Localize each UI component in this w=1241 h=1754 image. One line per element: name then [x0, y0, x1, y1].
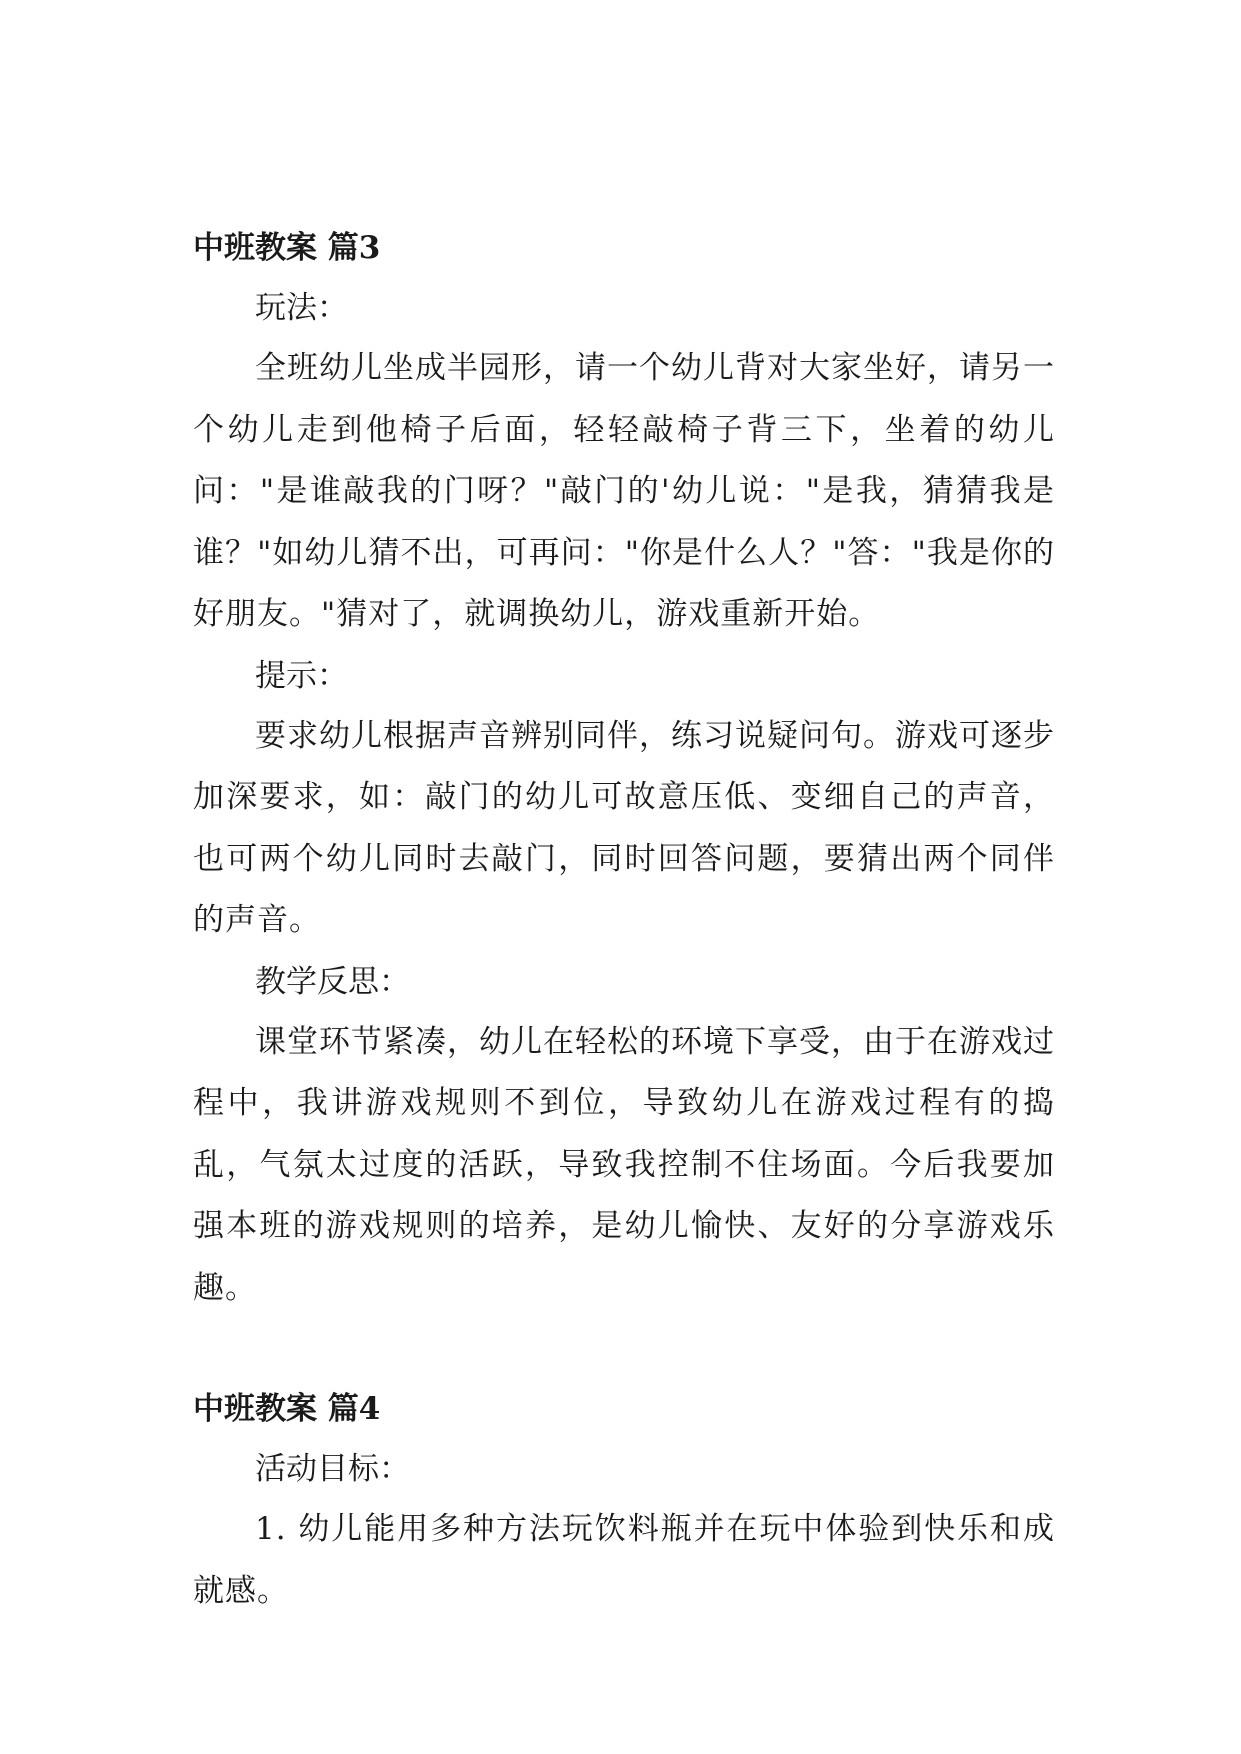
section-3 [193, 218, 1055, 1319]
paragraph-play-method: 全班幼儿坐成半园形，请一个幼儿背对大家坐好，请另一个幼儿走到他椅子后面，轻轻敲椅子背三下，坐着的幼儿问："是谁敲我的门呀？"敲门的'幼儿说："是我，猜猜我是谁？"如幼儿猜不出，可再问："你是什么人？"答："我是你的好朋友。"猜对了，就调换幼儿，游戏重新开始。 [193, 350, 1055, 632]
section-4 [193, 1379, 1055, 1622]
section-title: 中班教案 篇4 [193, 1391, 381, 1427]
subheading-play-method: 玩法： [255, 290, 348, 326]
subheading-objectives: 活动目标： [255, 1451, 410, 1487]
subheading-tips: 提示： [255, 657, 348, 694]
section-gap [193, 1319, 1055, 1379]
subheading-reflection: 教学反思： [255, 963, 410, 1000]
paragraph-reflection: 课堂环节紧凑，幼儿在轻松的环境下享受，由于在游戏过程中，我讲游戏规则不到位，导致幼儿在游戏过程有的捣乱，气氛太过度的活跃，导致我控制不住场面。今后我要加强本班的游戏规则的培养，是幼儿愉快、友好的分享游戏乐趣。 [193, 1023, 1055, 1306]
section-title: 中班教案 篇3 [193, 230, 381, 266]
document-page [193, 218, 1055, 1622]
paragraph-tips: 要求幼儿根据声音辨别同伴，练习说疑问句。游戏可逐步加深要求，如：敲门的幼儿可故意压低、变细自己的声音，也可两个幼儿同时去敲门，同时回答问题，要猜出两个同伴的声音。 [193, 717, 1055, 938]
paragraph-objective-1: 1. 幼儿能用多种方法玩饮料瓶并在玩中体验到快乐和成就感。 [193, 1511, 1055, 1609]
